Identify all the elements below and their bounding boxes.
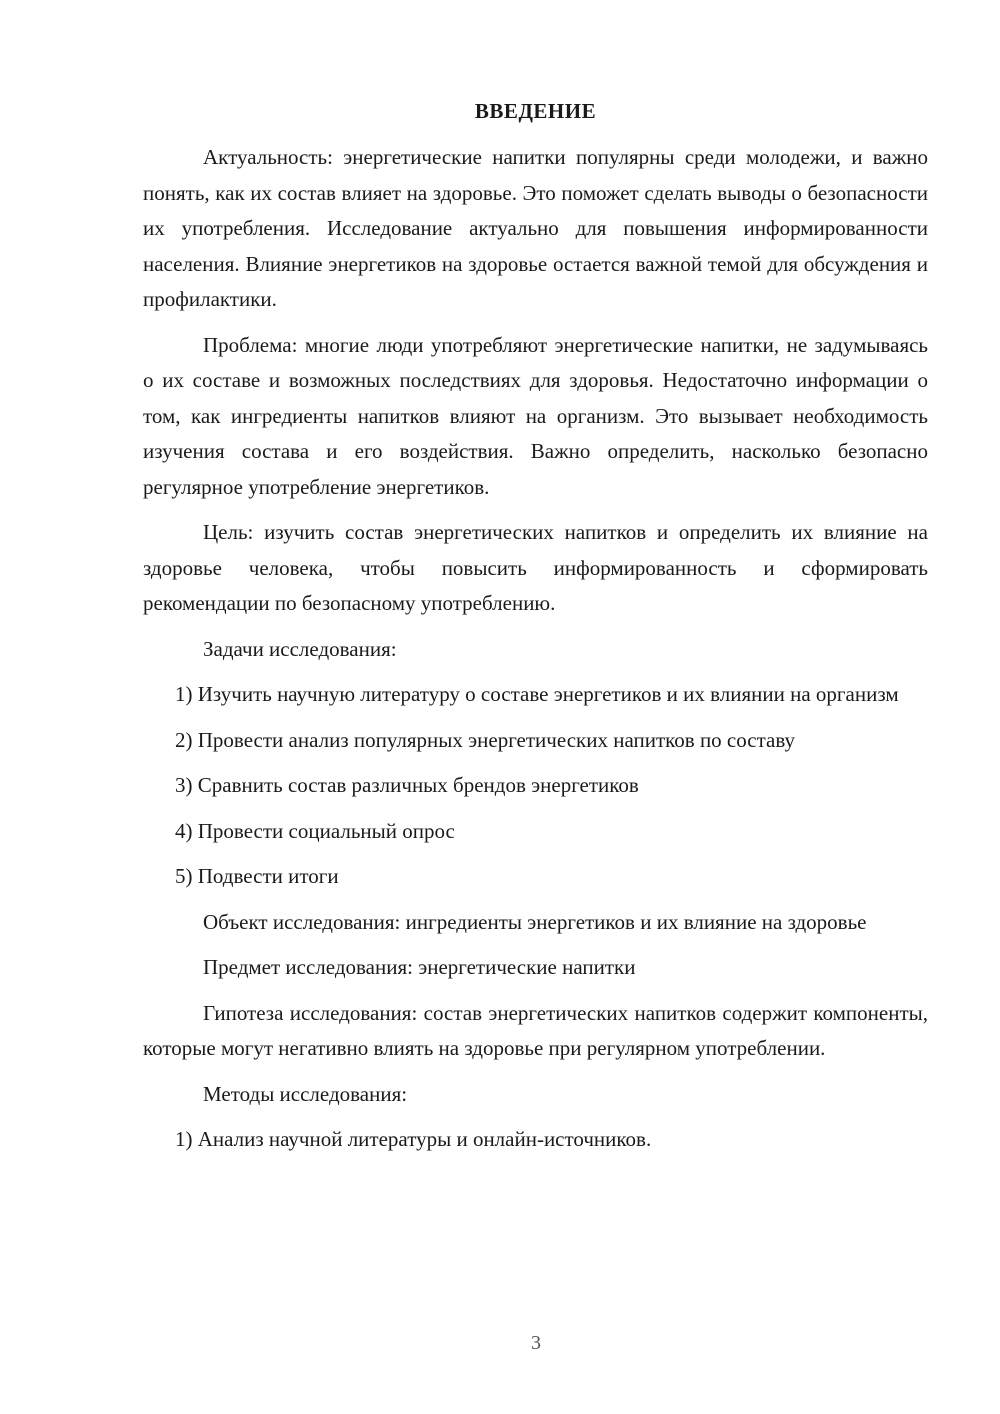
page-number: 3	[531, 1332, 541, 1354]
task-item-3: 3) Сравнить состав различных брендов энергетиков	[175, 773, 639, 797]
page-title: ВВЕДЕНИЕ	[474, 99, 597, 123]
paragraph-subject: Предмет исследования: энергетические напитки	[203, 955, 636, 979]
paragraph-methods-heading: Методы исследования:	[203, 1081, 408, 1106]
document-body	[143, 140, 928, 1168]
paragraph-tasks-heading: Задачи исследования:	[203, 636, 397, 661]
paragraph-relevance: Актуальность: энергетические напитки популярны среди молодежи, и важно понять, как их состав влияет на здоровье. Это поможет сделать выводы о безопасности их употребления. Исследование актуально для повышения информированности населения. Влияние энергетиков на здоровье остается важной темой для обсуждения и профилактики.	[143, 145, 928, 311]
paragraph-object: Объект исследования: ингредиенты энергетиков и их влияние на здоровье	[203, 909, 867, 934]
paragraph-goal: Цель: изучить состав энергетических напитков и определить их влияние на здоровье человека, чтобы повысить информированность и сформировать рекомендации по безопасному употреблению.	[143, 520, 928, 615]
method-item-1: 1) Анализ научной литературы и онлайн-источников.	[175, 1127, 652, 1151]
task-item-5: 5) Подвести итоги	[175, 864, 339, 888]
task-item-1: 1) Изучить научную литературу о составе энергетиков и их влиянии на организм	[175, 682, 899, 706]
paragraph-problem: Проблема: многие люди употребляют энергетические напитки, не задумываясь о их составе и возможных последствиях для здоровья. Недостаточно информации о том, как ингредиенты напитков влияют на организм. Это вызывает необходимость изучения состава и его воздействия. Важно определить, насколько безопасно регулярное употребление энергетиков.	[143, 332, 928, 499]
paragraph-hypothesis: Гипотеза исследования: состав энергетических напитков содержит компоненты, которые могут негативно влиять на здоровье при регулярном употреблении.	[143, 1000, 928, 1060]
task-item-2: 2) Провести анализ популярных энергетических напитков по составу	[175, 727, 796, 752]
task-item-4: 4) Провести социальный опрос	[175, 818, 455, 843]
